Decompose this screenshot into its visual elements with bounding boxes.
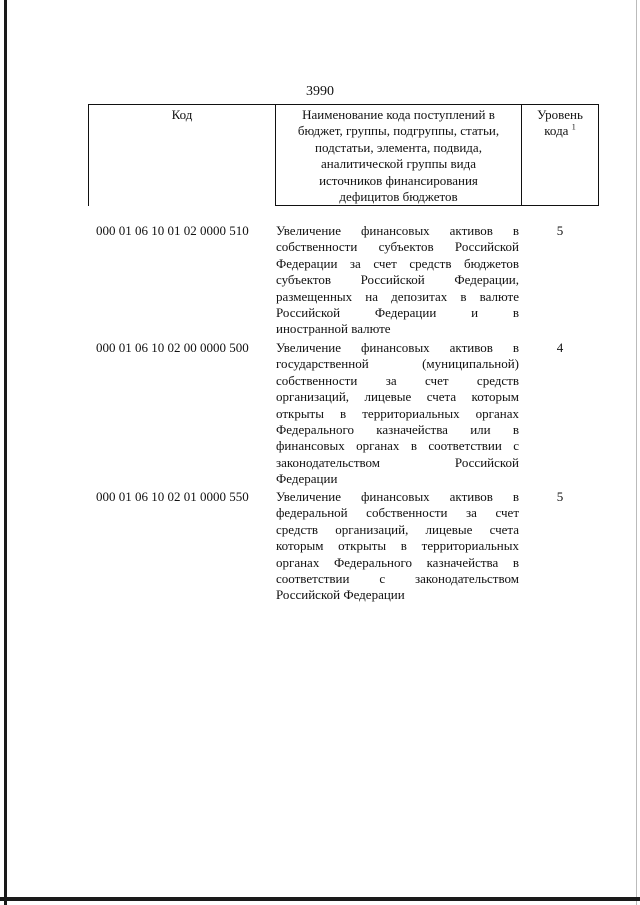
header-name-line: аналитической группы вида [321, 156, 476, 172]
row-level: 4 [556, 340, 564, 355]
page-number: 3990 [306, 84, 334, 99]
row-description-line: размещенных на депозитах в валюте [276, 288, 519, 304]
header-code: Код [89, 105, 276, 206]
header-level [522, 105, 599, 206]
row-description [276, 340, 519, 488]
scan-edge-right [636, 0, 637, 905]
row-description-line: Увеличение финансовых активов в [276, 489, 519, 504]
row-code: 000 01 06 10 02 01 0000 550 [96, 489, 249, 504]
row-code: 000 01 06 10 02 00 0000 500 [96, 340, 249, 355]
header-table [88, 104, 599, 206]
row-description-line: государственной (муниципальной) [276, 356, 519, 372]
header-name-line: бюджет, группы, подгруппы, статьи, [297, 123, 500, 139]
row-description-line: иностранной валюте [276, 321, 391, 337]
row-description-line: Увеличение финансовых активов в [276, 223, 519, 238]
row-description-line: Российской Федерации и в [276, 304, 519, 320]
row-description-line: собственности субъектов Российской [276, 239, 519, 255]
row-level: 5 [556, 223, 564, 238]
header-name-line: дефицитов бюджетов [339, 189, 458, 205]
header-level-footnote: 1 [571, 123, 576, 133]
row-description-line: открыты в территориальных органах [276, 405, 519, 421]
row-description-line: финансовых органах в соответствии с [276, 438, 519, 454]
row-description [276, 223, 519, 338]
row-description-line: Федерального казначейства или в [276, 421, 519, 437]
row-description-line: федеральной собственности за счет [276, 505, 519, 521]
header-name-line: Наименование кода поступлений в [302, 107, 495, 122]
row-description-line: законодательством Российской [276, 454, 519, 470]
header-level-label-2: кода [544, 123, 569, 139]
row-description-line: органах Федерального казначейства в [276, 554, 519, 570]
row-description-line: собственности за счет средств [276, 372, 519, 388]
row-description-line: субъектов Российской Федерации, [276, 272, 519, 288]
header-level-label: Уровень [537, 107, 583, 122]
row-description-line: Федерации за счет средств бюджетов [276, 255, 519, 271]
row-description-line: соответствии с законодательством [276, 570, 519, 586]
scan-edge-bottom [0, 897, 640, 901]
row-description [276, 489, 519, 604]
row-description-line: Увеличение финансовых активов в [276, 340, 519, 355]
row-level: 5 [556, 489, 564, 504]
row-description-line: Российской Федерации [276, 587, 405, 603]
scan-edge-left [4, 0, 7, 905]
row-description-line: организаций, лицевые счета которым [276, 389, 519, 405]
row-code: 000 01 06 10 01 02 0000 510 [96, 223, 249, 238]
header-name-line: подстатьи, элемента, подвида, [315, 139, 482, 155]
row-description-line: средств организаций, лицевые счета [276, 521, 519, 537]
header-name [276, 105, 522, 206]
row-description-line: которым открыты в территориальных [276, 538, 519, 554]
row-description-line: Федерации [276, 471, 338, 487]
header-name-line: источников финансирования [319, 172, 478, 188]
